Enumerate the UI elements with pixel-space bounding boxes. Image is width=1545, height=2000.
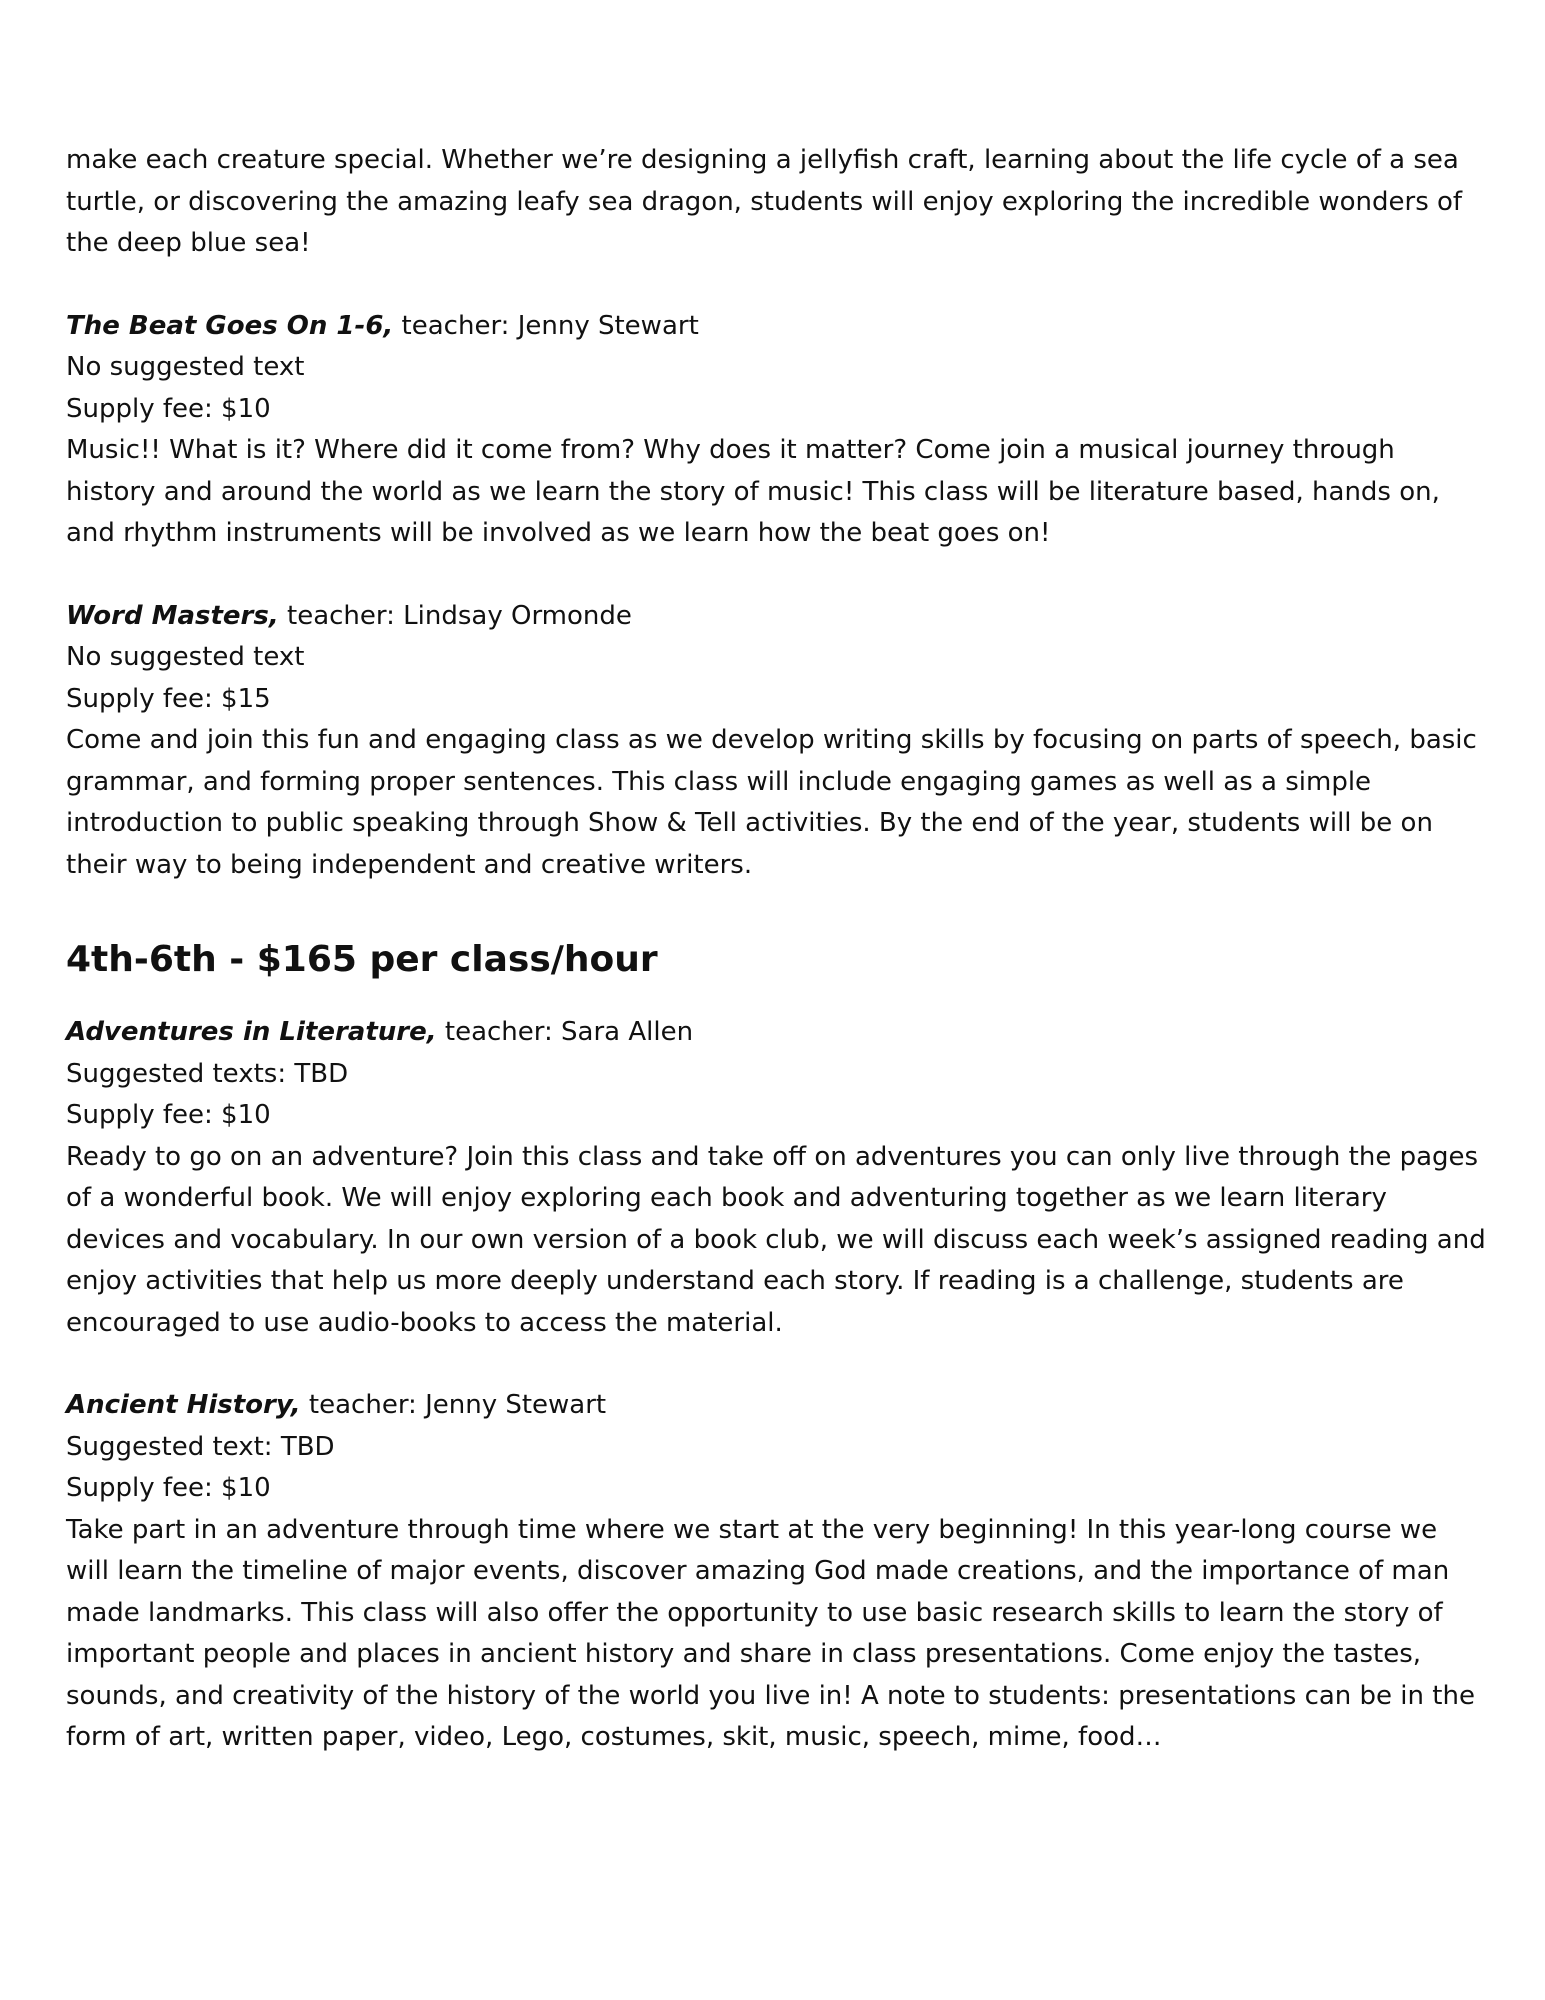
course-description: Ready to go on an adventure? Join this class and take off on adventures you can only live through the pages of a wonderful book. We will enjoy exploring each book and adventuring together as we learn literary devices and vocabulary. In our own version of a book club, we will discuss each week’s assigned reading and enjoy activities that help us more deeply understand each story. If reading is a challenge, students are encouraged to use audio-books to access the material. (66, 1141, 1486, 1338)
course-text-line: Suggested texts: TBD (66, 1058, 349, 1089)
course-heading (66, 306, 1486, 348)
course-adventures-in-literature (66, 1012, 1486, 1344)
course-description: Music!! What is it? Where did it come from? Why does it matter? Come join a musical journey through history and around the world as we learn the story of music! This class will be literature based, hands on, and rhythm instruments will be involved as we learn how the beat goes on! (66, 435, 1440, 548)
course-title: Ancient History, (66, 1390, 301, 1420)
course-supply-fee: Supply fee: $10 (66, 1473, 271, 1503)
intro-paragraph: make each creature special. Whether we’re designing a jellyfish craft, learning about the life cycle of a sea turtle, or discovering the amazing leafy sea dragon, students will enjoy exploring the incredible wonders of the deep blue sea! (66, 145, 1463, 258)
course-description: Come and join this fun and engaging class as we develop writing skills by focusing on parts of speech, basic grammar, and forming proper sentences. This class will include engaging games as well as a simple introduction to public speaking through Show & Tell activities. By the end of the year, students will be on their way to being independent and creative writers. (66, 725, 1477, 880)
course-beat-goes-on (66, 306, 1486, 555)
course-teacher: teacher: Sara Allen (436, 1017, 694, 1047)
document-page (66, 140, 1486, 1759)
course-description: Take part in an adventure through time where we start at the very beginning! In this year-long course we will learn the timeline of major events, discover amazing God made creations, and the importance of man made landmarks. This class will also offer the opportunity to use basic research skills to learn the story of important people and places in ancient history and share in class presentations. Come enjoy the tastes, sounds, and creativity of the history of the world you live in! A note to students: presentations can be in the form of art, written paper, video, Lego, costumes, skit, music, speech, mime, food… (66, 1514, 1475, 1752)
course-text-line: No suggested text (66, 642, 305, 672)
course-heading (66, 1012, 1486, 1054)
course-supply-fee: Supply fee: $10 (66, 393, 271, 424)
course-title: Adventures in Literature, (66, 1017, 437, 1047)
course-text-line: Suggested text: TBD (66, 1431, 335, 1462)
course-heading (66, 1385, 1486, 1427)
course-teacher: teacher: Jenny Stewart (300, 1390, 607, 1420)
course-text-line: No suggested text (66, 352, 305, 382)
course-ancient-history (66, 1385, 1486, 1759)
course-word-masters (66, 596, 1486, 887)
course-supply-fee: Supply fee: $15 (66, 683, 271, 714)
course-heading (66, 596, 1486, 638)
course-teacher: teacher: Jenny Stewart (393, 310, 699, 341)
course-teacher: teacher: Lindsay Ormonde (278, 600, 632, 631)
course-supply-fee: Supply fee: $10 (66, 1100, 271, 1130)
course-title: The Beat Goes On 1-6, (66, 310, 394, 341)
section-heading: 4th-6th - $165 per class/hour (66, 939, 658, 980)
course-title: Word Masters, (66, 600, 279, 631)
